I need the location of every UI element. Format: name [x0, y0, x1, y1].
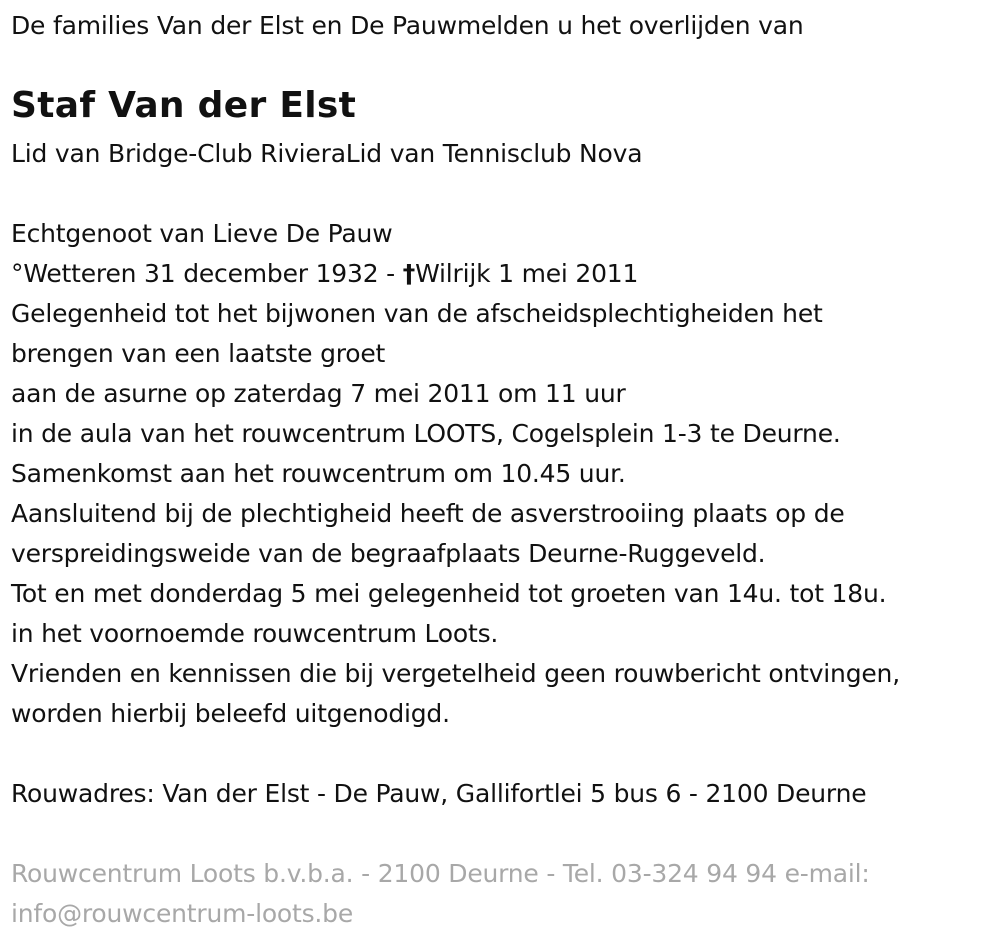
body-line: Samenkomst aan het rouwcentrum om 10.45 uur. [11, 459, 626, 488]
memberships-text: Lid van Bridge-Club RivieraLid van Tennisclub Nova [11, 139, 643, 168]
death-cross-icon: † [402, 259, 416, 288]
intro-text: De families Van der Elst en De Pauwmelden u het overlijden van [11, 11, 804, 40]
body-line: Tot en met donderdag 5 mei gelegenheid tot groeten van 14u. tot 18u. [11, 579, 887, 608]
body-line: in de aula van het rouwcentrum LOOTS, Cogelsplein 1-3 te Deurne. [11, 419, 841, 448]
body-line: Aansluitend bij de plechtigheid heeft de asverstrooiing plaats op de [11, 499, 845, 528]
body-line: in het voornoemde rouwcentrum Loots. [11, 619, 499, 648]
death-text: Wilrijk 1 mei 2011 [415, 259, 639, 288]
funeral-home-footer [11, 854, 870, 934]
body-line: brengen van een laatste groet [11, 339, 386, 368]
deceased-name: Staf Van der Elst [11, 85, 357, 126]
body-line: aan de asurne op zaterdag 7 mei 2011 om 11 uur [11, 379, 626, 408]
mourning-address: Rouwadres: Van der Elst - De Pauw, Gallifortlei 5 bus 6 - 2100 Deurne [11, 779, 867, 808]
dates-line [11, 254, 900, 294]
body-line: Gelegenheid tot het bijwonen van de afscheidsplechtigheiden het [11, 299, 823, 328]
body-line: worden hierbij beleefd uitgenodigd. [11, 699, 450, 728]
body-line: Vrienden en kennissen die bij vergetelheid geen rouwbericht ontvingen, [11, 659, 900, 688]
notice-body [11, 214, 900, 734]
footer-contact-line: Rouwcentrum Loots b.v.b.a. - 2100 Deurne - Tel. 03-324 94 94 e-mail: [11, 859, 870, 888]
birth-symbol: ° [11, 259, 24, 288]
spouse-line: Echtgenoot van Lieve De Pauw [11, 219, 393, 248]
footer-email[interactable]: info@rouwcentrum-loots.be [11, 899, 354, 928]
body-line: verspreidingsweide van de begraafplaats Deurne-Ruggeveld. [11, 539, 766, 568]
birth-text: Wetteren 31 december 1932 - [23, 259, 403, 288]
